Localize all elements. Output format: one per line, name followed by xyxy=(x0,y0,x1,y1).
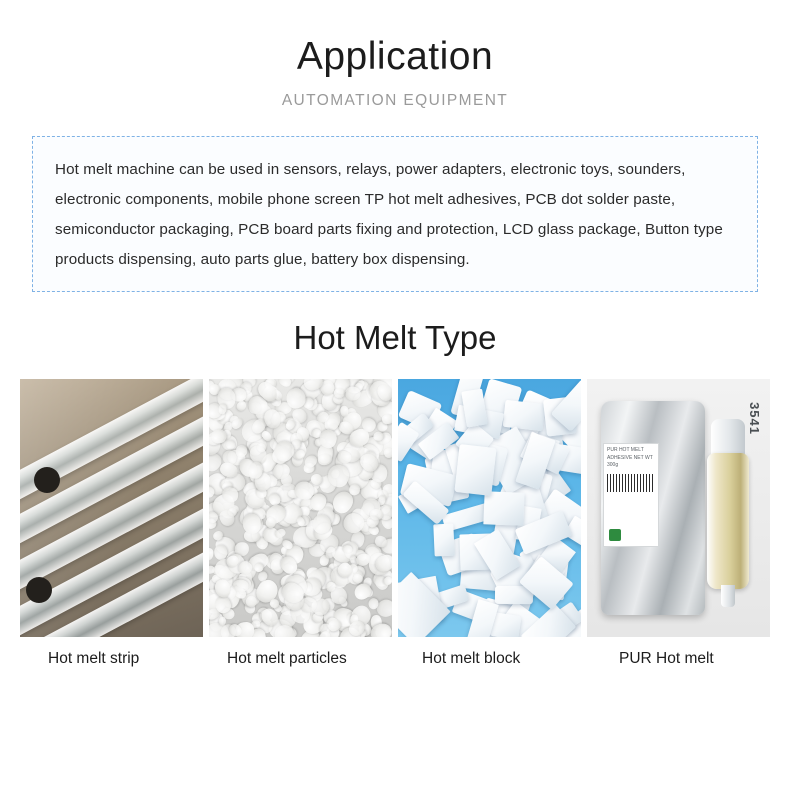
granule xyxy=(342,545,352,553)
gallery-item-caption: Hot melt particles xyxy=(227,650,347,668)
description-text: Hot melt machine can be used in sensors, relays, power adapters, electronic toys, sounders, electronic components, mobile phone screen TP hot melt adhesives, PCB dot solder paste, semiconductor packaging, PCB board parts fixing and protection, LCD glass package, Button type products dispensing, auto parts glue, battery box dispensing. xyxy=(55,160,723,268)
hot-melt-chunk xyxy=(433,524,455,557)
granule xyxy=(254,562,264,572)
gallery-item-caption: Hot melt block xyxy=(422,650,521,668)
granule xyxy=(243,514,261,534)
green-mark-icon xyxy=(609,529,621,541)
granule xyxy=(276,379,293,389)
gallery-item xyxy=(20,379,203,668)
section-title-hot-melt-type: Hot Melt Type xyxy=(293,318,497,356)
syringe-body xyxy=(707,453,749,589)
stick-tip xyxy=(34,467,60,493)
syringe-tip xyxy=(721,585,735,607)
hot-melt-block-image xyxy=(398,379,581,637)
page-header xyxy=(0,0,790,110)
description-box xyxy=(32,136,758,292)
hot-melt-chunk xyxy=(483,491,524,526)
syringe-cap xyxy=(711,419,745,457)
pouch-label-text: PUR HOT MELT ADHESIVE NET WT 300g xyxy=(607,447,653,469)
barcode xyxy=(607,474,655,492)
hot-melt-chunk xyxy=(454,444,496,496)
granule xyxy=(294,482,313,500)
hot-melt-particles-image xyxy=(209,379,392,637)
gallery-item-caption: Hot melt strip xyxy=(48,650,140,668)
gallery-item xyxy=(587,379,770,668)
page-subtitle: AUTOMATION EQUIPMENT xyxy=(281,91,509,109)
hot-melt-type-gallery xyxy=(20,379,770,668)
pouch-code: 3541 xyxy=(747,402,762,436)
pur-hot-melt-image xyxy=(587,379,770,637)
page-title: Application xyxy=(296,35,494,78)
gallery-item xyxy=(209,379,392,668)
hot-melt-strip-image xyxy=(20,379,203,637)
hot-melt-chunk xyxy=(502,400,545,432)
gallery-item xyxy=(398,379,581,668)
gallery-item-caption: PUR Hot melt xyxy=(619,650,714,668)
granule xyxy=(233,580,249,592)
